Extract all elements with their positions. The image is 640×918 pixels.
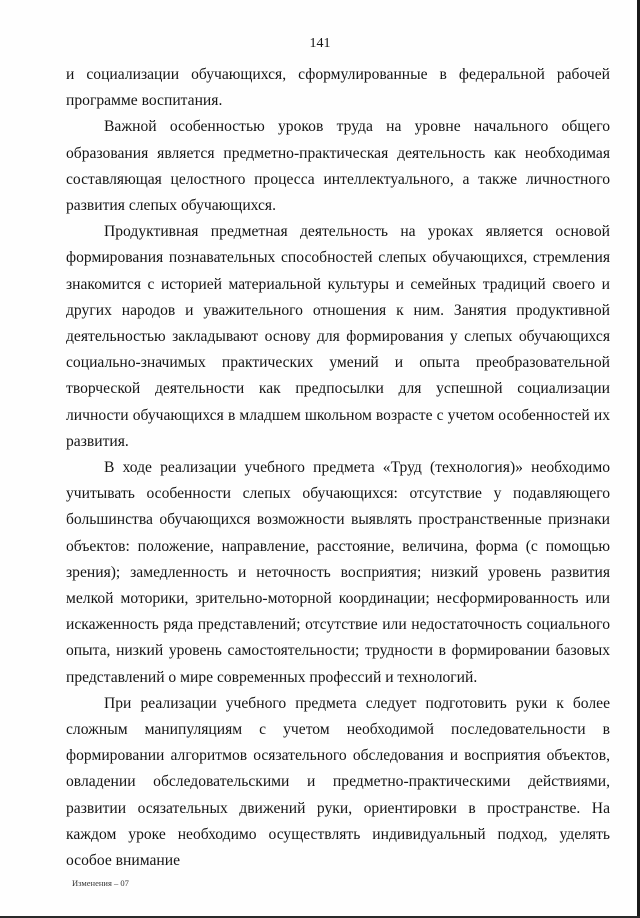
document-body — [66, 62, 610, 874]
paragraph: В ходе реализации учебного предмета «Труд (технология)» необходимо учитывать особенности слепых обучающихся: отсутствие у подавляющего большинства обучающихся возможности выявлять пространственные признаки объектов: положение, направление, расстояние, величина, форма (с помощью зрения); замедленность и неточность восприятия; низкий уровень развития мелкой моторики, зрительно-моторной координации; несформированность или искаженность ряда представлений; отсутствие или недостаточность социального опыта, низкий уровень самостоятельности; трудности в формировании базовых представлений о мире современных профессий и технологий. — [66, 459, 610, 686]
paragraph: Продуктивная предметная деятельность на уроках является основой формирования познавательных способностей слепых обучающихся, стремления знакомится с историей материальной культуры и семейных традиций своего и других народов и уважительного отношения к ним. Занятия продуктивной деятельностью закладывают основу для формирования у слепых обучающихся социально-значимых практических умений и опыта преобразовательной творческой деятельности как предпосылки для успешной социализации личности обучающихся в младшем школьном возрасте с учетом особенностей их развития. — [66, 223, 610, 450]
footer-revision-note: Изменения – 07 — [72, 878, 129, 888]
paragraph: При реализации учебного предмета следует подготовить руки к более сложным манипуляциям с учетом необходимой последовательности в формировании алгоритмов осязательного обследования и восприятия объектов, овладении обследовательскими и предметно-практическими действиями, развитии осязательных движений руки, ориентировки в пространстве. На каждом уроке необходимо осуществлять индивидуальный подход, уделять особое внимание — [66, 694, 610, 870]
paragraph: Важной особенностью уроков труда на уровне начального общего образования является предметно-практическая деятельность как необходимая составляющая целостного процесса интеллектуального, а также личностного развития слепых обучающихся. — [66, 118, 610, 215]
page-number: 141 — [309, 36, 331, 51]
paragraph: и социализации обучающихся, сформулированные в федеральной рабочей программе воспитания. — [66, 66, 610, 110]
